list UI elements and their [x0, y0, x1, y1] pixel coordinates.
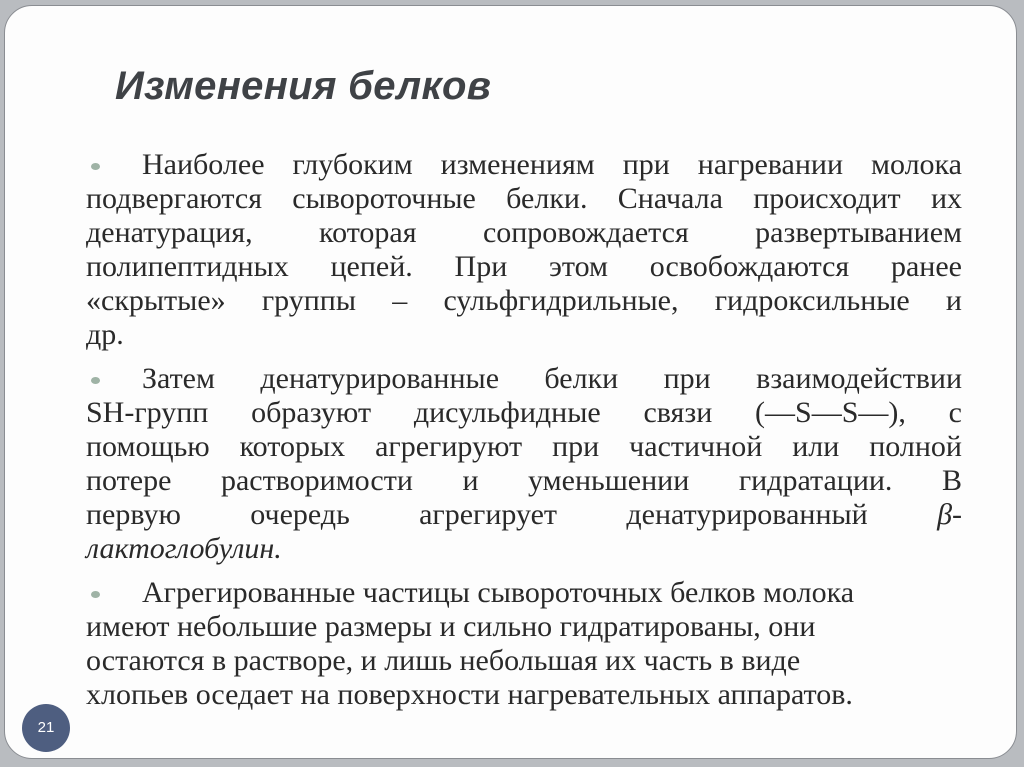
bullet-item-2 [86, 362, 962, 566]
bullet-line: хлопьев оседает на поверхности нагревательных аппаратов. [86, 678, 853, 711]
bullet-line: Наиболее глубоким изменениям при нагревании молока [142, 148, 962, 181]
bullet-line: денатурация, которая сопровождается развертыванием [86, 216, 962, 249]
bullet-dot-icon [91, 591, 100, 598]
slide [4, 5, 1017, 759]
italic-fragment: β- [937, 498, 962, 531]
bullet-item-3 [86, 576, 962, 712]
bullet-line: остаются в растворе, и лишь небольшая их часть в виде [86, 644, 801, 677]
bullet-line: потере растворимости и уменьшении гидратации. В [86, 464, 962, 497]
bullet-dot-icon [91, 163, 100, 170]
bullet-dot-icon [91, 377, 100, 384]
bullet-line-with-italic [86, 498, 962, 532]
bullet-line: Затем денатурированные белки при взаимодействии [142, 362, 962, 395]
slide-title: Изменения белков [115, 64, 492, 108]
bullet-line: Агрегированные частицы сывороточных белков молока [142, 576, 855, 609]
bullet-line-text: первую очередь агрегирует денатурированный [86, 498, 868, 531]
bullet-line: «скрытые» группы – сульфгидрильные, гидроксильные и [86, 284, 962, 317]
bullet-line: полипептидных цепей. При этом освобождаются ранее [86, 250, 962, 283]
bullet-line: имеют небольшие размеры и сильно гидратированы, они [86, 610, 816, 643]
bullet-line-italic: лактоглобулин. [86, 532, 282, 565]
bullet-line: подвергаются сывороточные белки. Сначала происходит их [86, 182, 962, 215]
slide-body [86, 148, 962, 722]
bullet-line: SH-групп образуют дисульфидные связи (—S—S—), с [86, 396, 962, 429]
bullet-item-1 [86, 148, 962, 352]
bullet-line: др. [86, 318, 124, 351]
bullet-line: помощью которых агрегируют при частичной или полной [86, 430, 962, 463]
page-number-badge: 21 [22, 704, 70, 752]
